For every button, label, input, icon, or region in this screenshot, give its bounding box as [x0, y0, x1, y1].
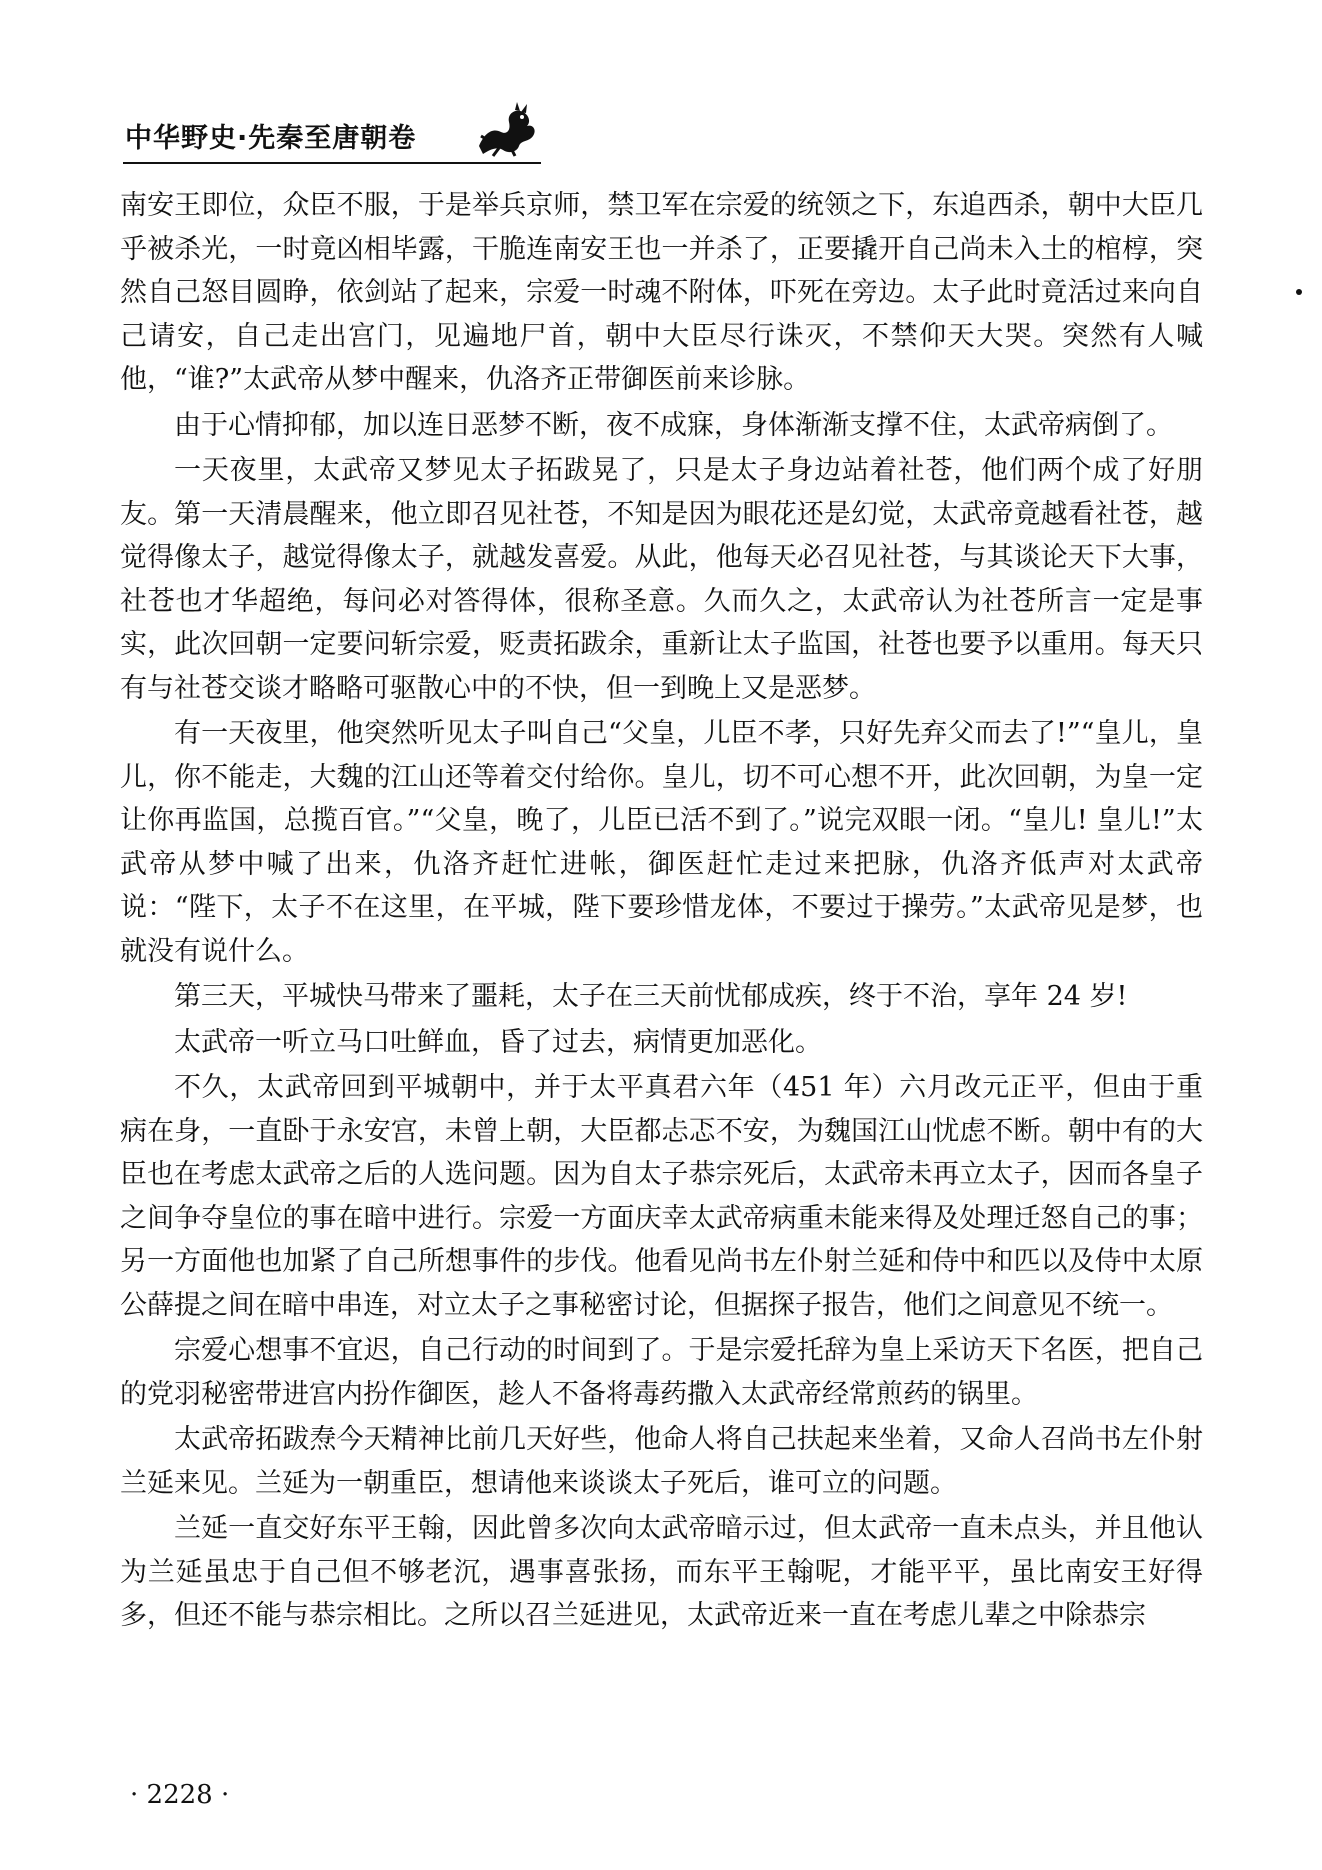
paragraph: 太武帝一听立马口吐鲜血，昏了过去，病情更加恶化。: [174, 1026, 822, 1058]
dragon-icon: [471, 102, 541, 158]
paragraph: 宗爱心想事不宜迟，自己行动的时间到了。于是宗爱托辞为皇上采访天下名医，把自己的党羽秘密带进宫内扮作御医，趁人不备将毒药撒入太武帝经常煎药的锅里。: [120, 1335, 1203, 1410]
paragraph: 由于心情抑郁，加以连日恶梦不断，夜不成寐，身体渐渐支撑不住，太武帝病倒了。: [174, 409, 1173, 441]
margin-dot: [1296, 289, 1302, 295]
paragraph: 一天夜里，太武帝又梦见太子拓跋晃了，只是太子身边站着社苍，他们两个成了好朋友。第一天清晨醒来，他立即召见社苍，不知是因为眼花还是幻觉，太武帝竟越看社苍，越觉得像太子，越觉得像太子，就越发喜爱。从此，他每天必召见社苍，与其谈论天下大事，社苍也才华超绝，每问必对答得体，很称圣意。久而久之，太武帝认为社苍所言一定是事实，此次回朝一定要问斩宗爱，贬责拓跋余，重新让太子监国，社苍也要予以重用。每天只有与社苍交谈才略略可驱散心中的不快，但一到晚上又是恶梦。: [120, 455, 1203, 704]
paragraph: 南安王即位，众臣不服，于是举兵京师，禁卫军在宗爱的统领之下，东追西杀，朝中大臣几乎被杀光，一时竟凶相毕露，干脆连南安王也一并杀了，正要撬开自己尚未入土的棺椁，突然自己怒目圆睁，依剑站了起来，宗爱一时魂不附体，吓死在旁边。太子此时竟活过来向自己请安，自己走出宫门，见遍地尸首，朝中大臣尽行诛灭，不禁仰天大哭。突然有人喊他，“谁?”太武帝从梦中醒来，仇洛齐正带御医前来诊脉。: [120, 190, 1203, 395]
paragraph: 不久，太武帝回到平城朝中，并于太平真君六年（451 年）六月改元正平，但由于重病在身，一直卧于永安宫，未曾上朝，大臣都忐忑不安，为魏国江山忧虑不断。朝中有的大臣也在考虑太武帝之后的人选问题。因为自太子恭宗死后，太武帝未再立太子，因而各皇子之间争夺皇位的事在暗中进行。宗爱一方面庆幸太武帝病重未能来得及处理迁怒自己的事；另一方面他也加紧了自己所想事件的步伐。他看见尚书左仆射兰延和侍中和匹以及侍中太原公薛提之间在暗中串连，对立太子之事秘密讨论，但据探子报告，他们之间意见不统一。: [120, 1072, 1203, 1321]
paragraph: 兰延一直交好东平王翰，因此曾多次向太武帝暗示过，但太武帝一直未点头，并且他认为兰延虽忠于自己但不够老沉，遇事喜张扬，而东平王翰呢，才能平平，虽比南安王好得多，但还不能与恭宗相比。之所以召兰延进见，太武帝近来一直在考虑儿辈之中除恭宗: [120, 1513, 1203, 1631]
body-text: [120, 184, 1203, 1640]
page-number: · 2228 ·: [130, 1780, 230, 1810]
paragraph: 有一天夜里，他突然听见太子叫自己“父皇，儿臣不孝，只好先弃父而去了!”“皇儿，皇儿，你不能走，大魏的江山还等着交付给你。皇儿，切不可心想不开，此次回朝，为皇一定让你再监国，总揽百官。”“父皇，晚了，儿臣已活不到了。”说完双眼一闭。“皇儿! 皇儿!”太武帝从梦中喊了出来，仇洛齐赶忙进帐，御医赶忙走过来把脉，仇洛齐低声对太武帝说：“陛下，太子不在这里，在平城，陛下要珍惜龙体，不要过于操劳。”太武帝见是梦，也就没有说什么。: [120, 718, 1203, 967]
paragraph: 太武帝拓跋焘今天精神比前几天好些，他命人将自己扶起来坐着，又命人召尚书左仆射兰延来见。兰延为一朝重臣，想请他来谈谈太子死后，谁可立的问题。: [120, 1424, 1203, 1499]
page-header: [123, 108, 543, 164]
book-title: 中华野史·先秦至唐朝卷: [125, 123, 417, 154]
paragraph: 第三天，平城快马带来了噩耗，太子在三天前忧郁成疾，终于不治，享年 24 岁!: [174, 981, 1128, 1012]
header-rule: [123, 162, 541, 164]
